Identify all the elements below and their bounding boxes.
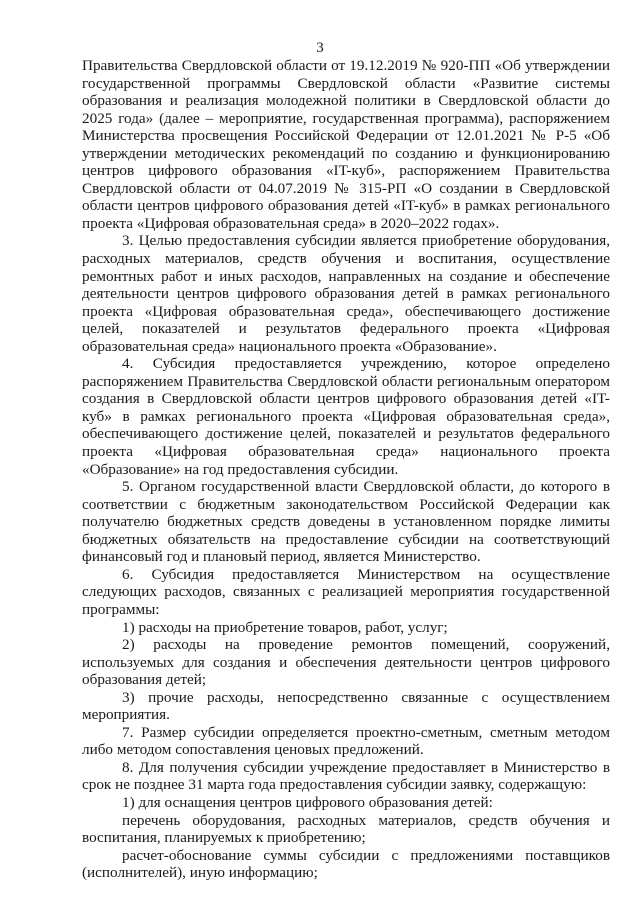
- paragraph-continuation: Правительства Свердловской области от 19.12.2019 № 920-ПП «Об утверждении государственной программы Свердловской области «Развитие системы образования и реализация молодежной политики в Свердловской области до 2025 года» (далее – мероприятие, государственная программа), распоряжением Министерства просвещения Российской Федерации от 12.01.2021 № Р-5 «Об утверждении методических рекомендаций по созданию и функционированию центров цифрового образования «IT-куб», распоряжением Правительства Свердловской области от 04.07.2019 № 315-РП «О создании в Свердловской области центров цифрового образования детей «IT-куб» в рамках регионального проекта «Цифровая образовательная среда» в 2020–2022 годах».: [82, 57, 610, 232]
- document-body: [82, 57, 610, 882]
- subitem-6-1: 1) расходы на приобретение товаров, работ, услуг;: [122, 618, 448, 636]
- paragraph-item-7: 7. Размер субсидии определяется проектно-сметным, сметным методом либо методом сопоставления ценовых предложений.: [82, 723, 610, 759]
- paragraph-item-3: 3. Целью предоставления субсидии является приобретение оборудования, расходных материалов, средств обучения и воспитания, осуществление ремонтных работ и иных расходов, направленных на создание и обеспечение деятельности центров цифрового образования детей в рамках регионального проекта «Цифровая образовательная среда», обеспечивающего достижение целей, показателей и результатов федерального проекта «Цифровая образовательная среда» национального проекта «Образование».: [82, 232, 610, 355]
- paragraph-item-5: 5. Органом государственной власти Свердловской области, до которого в соответствии с бюджетным законодательством Российской Федерации как получателю бюджетных средств доведены в установленном порядке лимиты бюджетных обязательств на предоставление субсидии на соответствующий финансовый год и плановый период, является Министерство.: [82, 478, 610, 566]
- paragraph-item-8: 8. Для получения субсидии учреждение предоставляет в Министерство в срок не позднее 31 марта года предоставления субсидии заявку, содержащую:: [82, 758, 610, 794]
- cost-justification-clause: расчет-обоснование суммы субсидии с предложениями поставщиков (исполнителей), иную информацию;: [82, 846, 610, 882]
- equipment-list-clause: перечень оборудования, расходных материалов, средств обучения и воспитания, планируемых к приобретению;: [82, 811, 610, 847]
- page-number: 3: [316, 40, 324, 56]
- subitem-6-2: 2) расходы на проведение ремонтов помещений, сооружений, используемых для создания и обеспечения деятельности центров цифрового образования детей;: [82, 636, 610, 689]
- paragraph-item-6: 6. Субсидия предоставляется Министерством на осуществление следующих расходов, связанных с реализацией мероприятия государственной программы:: [82, 565, 610, 618]
- subitem-6-3: 3) прочие расходы, непосредственно связанные с осуществлением мероприятия.: [82, 688, 610, 724]
- subitem-8-1: 1) для оснащения центров цифрового образования детей:: [122, 793, 493, 811]
- paragraph-item-4: 4. Субсидия предоставляется учреждению, которое определено распоряжением Правительства Свердловской области региональным оператором создания в Свердловской области центров цифрового образования детей «IT-куб» в рамках регионального проекта «Цифровая образовательная среда», обеспечивающего достижение целей, показателей и результатов федерального проекта «Цифровая образовательная среда» национального проекта «Образование» на год предоставления субсидии.: [82, 355, 610, 478]
